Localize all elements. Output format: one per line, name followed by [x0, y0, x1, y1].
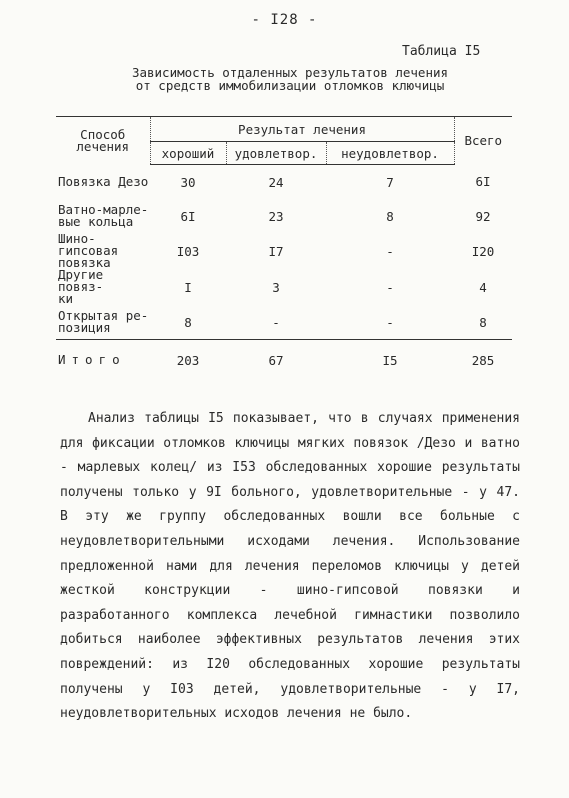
- header-unsatisfactory: неудовлетвор.: [326, 142, 454, 165]
- row-method-line: вые кольца: [58, 214, 134, 229]
- cell-good: I03: [176, 243, 200, 259]
- row-method-line: позиция: [58, 320, 111, 335]
- totals-good: 203: [150, 340, 226, 381]
- row-method: [56, 199, 150, 233]
- header-good: хороший: [150, 142, 226, 165]
- header-satisfactory: удовлетвор.: [226, 142, 326, 165]
- header-method: [56, 117, 150, 165]
- cell-satisfactory: -: [272, 314, 280, 330]
- cell-satisfactory: 24: [268, 174, 284, 190]
- paragraph: Анализ таблицы I5 показывает, что в случаях применения для фиксации отломков ключицы мягких повязок /Дезо и ватно - марлевых колец/ из I53 обследованных хорошие результаты получены только у 9I больного, удовлетворительные - у 47. В эту же группу обследованных вошли все больные с неудовлетворительными исходами лечения. Использование предложенной нами для лечения переломов ключицы у детей жесткой конструкции - шино-гипсовой повязки и разработанного комплекса лечебной гимнастики позволило добиться наиболее эффективных результатов лечения этих повреждений: из I20 обследованных хорошие результаты получены у I03 детей, удовлетворительные - у I7, неудовлетворительных исходов лечения не было.: [60, 411, 520, 722]
- table-row: [56, 269, 512, 305]
- cell-total: 8: [479, 314, 487, 330]
- table-title-line: Зависимость отдаленных результатов лечения: [131, 65, 449, 80]
- cell-unsatisfactory: -: [386, 279, 394, 295]
- totals-label: Итого: [56, 340, 150, 381]
- row-method-line: Шино-гипсовая: [58, 231, 119, 258]
- header-result-group: Результат лечения: [150, 117, 454, 142]
- totals-total: 285: [454, 340, 512, 381]
- table-row: [56, 199, 512, 233]
- totals-row: [56, 340, 512, 381]
- results-table: [56, 116, 512, 380]
- cell-good: 30: [180, 174, 196, 190]
- row-method: [56, 233, 150, 269]
- cell-satisfactory: I7: [268, 243, 284, 259]
- row-method-line: ки: [58, 291, 74, 306]
- row-method-line: Повязка Дезо: [58, 173, 149, 189]
- cell-unsatisfactory: 7: [386, 174, 394, 190]
- row-method: [56, 305, 150, 340]
- table-row: [56, 233, 512, 269]
- header-method-line: лечения: [76, 138, 130, 154]
- row-method-line: Ватно-марле-: [58, 202, 149, 217]
- table-title-line: от средств иммобилизации отломков ключицы: [135, 78, 445, 93]
- table-label: Таблица I5: [402, 44, 481, 59]
- row-method-line: Другие повяз-: [58, 267, 104, 294]
- header-method-line: Способ: [80, 126, 126, 142]
- row-method-line: Открытая ре-: [58, 308, 149, 323]
- cell-unsatisfactory: 8: [386, 208, 394, 224]
- page-number: - I28 -: [251, 12, 318, 28]
- cell-satisfactory: 3: [272, 279, 280, 295]
- row-method: [56, 165, 150, 200]
- table-row: [56, 305, 512, 340]
- cell-total: 92: [475, 208, 491, 224]
- cell-unsatisfactory: -: [386, 314, 394, 330]
- row-method-line: повязка: [58, 255, 111, 270]
- cell-total: 6I: [475, 174, 491, 190]
- cell-total: 4: [479, 279, 487, 295]
- cell-total: I20: [471, 243, 495, 259]
- cell-unsatisfactory: -: [386, 243, 394, 259]
- cell-good: 6I: [180, 208, 196, 224]
- cell-good: I: [184, 279, 192, 295]
- body-text: [60, 407, 520, 727]
- row-method: [56, 269, 150, 305]
- table-title: [110, 66, 470, 92]
- cell-satisfactory: 23: [268, 208, 284, 224]
- cell-good: 8: [184, 314, 192, 330]
- totals-unsatisfactory: I5: [326, 340, 454, 381]
- header-total: Всего: [454, 117, 512, 165]
- table-row: [56, 165, 512, 200]
- totals-satisfactory: 67: [226, 340, 326, 381]
